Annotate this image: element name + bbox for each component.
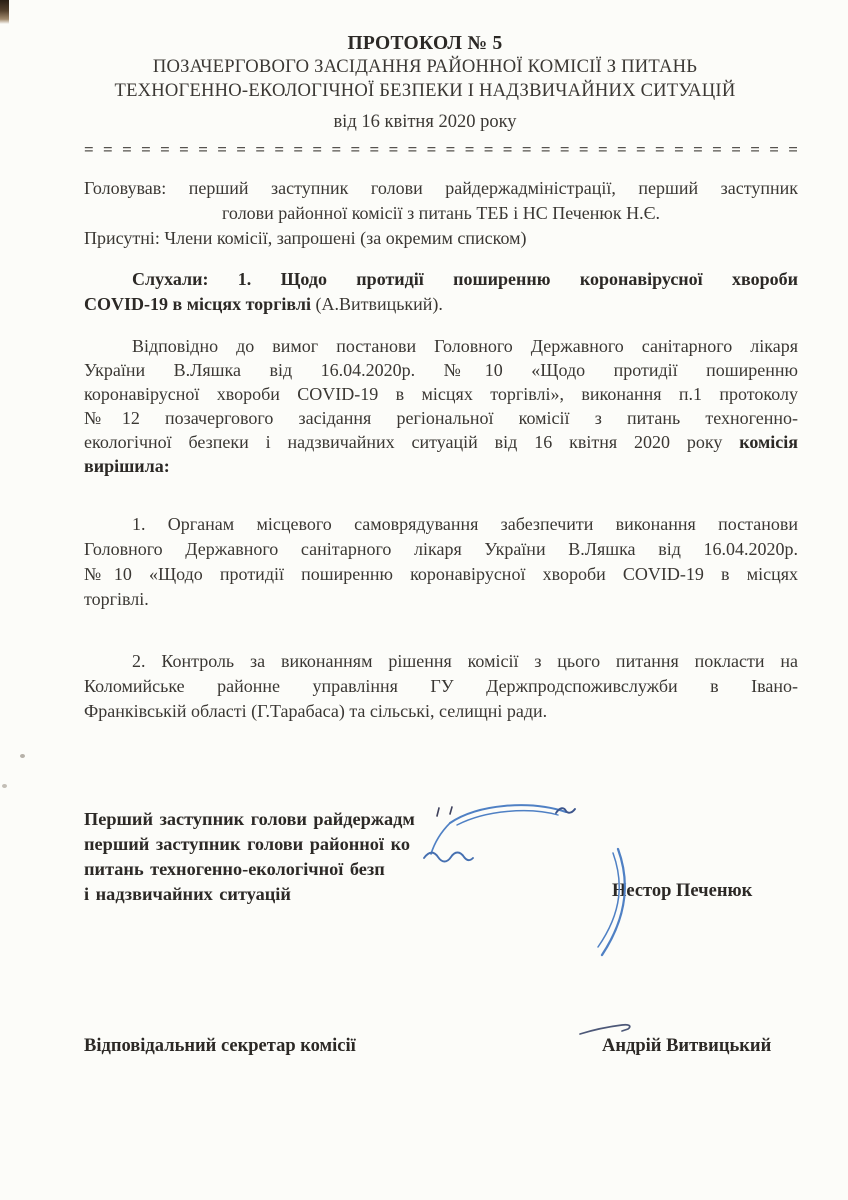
heard-bold-text: COVID-19 в місцях торгівлі (84, 294, 311, 314)
signatory-title-line: питань техногенно-екологічної безп (84, 859, 385, 879)
resolution-lead-bold: вирішила: (84, 456, 170, 476)
chaired-line: Головував: перший заступник голови райдержадміністрації, перший заступник (84, 178, 798, 198)
heard-line (84, 267, 798, 292)
paragraph-line (84, 430, 798, 454)
signatory-name-first: Нестор Печенюк (612, 881, 753, 901)
paragraph-line: №10 «Щодо протидії поширенню коронавірусної хвороби COVID-19 в місцях (84, 564, 798, 584)
signatory-title-line: і надзвичайних ситуацій (84, 884, 291, 904)
signatory-title-line: перший заступник голови районної ко (84, 834, 411, 854)
paragraph-line: коронавірусної хвороби COVID-19 в місцях торгівлі», виконання п.1 протоколу (84, 384, 798, 404)
page-title: ПРОТОКОЛ № 5 (347, 33, 503, 54)
pen-stroke-mark (576, 1016, 648, 1042)
scan-speck (20, 754, 25, 758)
paragraph-line: торгівлі. (84, 589, 149, 609)
paragraph-line: Коломийське районне управління ГУ Держпродспоживслужби в Івано- (84, 676, 798, 696)
document-date: від 16 квітня 2020 року (333, 112, 517, 132)
title-subtitle-line1: ПОЗАЧЕРГОВОГО ЗАСІДАННЯ РАЙОННОЇ КОМІСІЇ З ПИТАНЬ (152, 56, 698, 77)
heard-bold-text: Слухали: 1. Щодо протидії поширенню коронавірусної хвороби (132, 269, 798, 289)
paragraph-line: №12 позачергового засідання регіональної комісії з питань техногенно- (84, 408, 798, 428)
paragraph-text: екологічної безпеки і надзвичайних ситуацій від 16 квітня 2020 року (84, 432, 723, 452)
paragraph-line: 1. Органам місцевого самоврядування забезпечити виконання постанови (132, 514, 798, 534)
chaired-line: голови районної комісії з питань ТЕБ і НС Печенюк Н.Є. (222, 203, 660, 223)
paragraph-line: України В.Ляшка від 16.04.2020р. №10 «Щодо протидії поширенню (84, 360, 798, 380)
resolution-lead-bold: комісія (739, 432, 798, 452)
title-subtitle-line2: ТЕХНОГЕННО-ЕКОЛОГІЧНОЇ БЕЗПЕКИ І НАДЗВИЧАЙНИХ СИТУАЦІЙ (114, 79, 736, 101)
attendance-block (84, 176, 798, 251)
signatory-title-line: Перший заступник голови райдержадм (84, 809, 415, 829)
present-line: Присутні: Члени комісії, запрошені (за окремим списком) (84, 228, 527, 248)
resolution-item-1 (84, 512, 798, 612)
scan-corner-artifact (0, 0, 9, 24)
paragraph-line: 2. Контроль за виконанням рішення комісії з цього питання покласти на (132, 651, 798, 671)
paragraph-line: Франківській області (Г.Тарабаса) та сільські, селищні ради. (84, 701, 548, 721)
signatory-name-second: Андрій Витвицький (602, 1036, 772, 1056)
signatory-title-second: Відповідальний секретар комісії (84, 1036, 356, 1056)
heard-line (84, 292, 798, 317)
heard-regular-text: (А.Витвицький). (315, 294, 443, 314)
scan-speck (2, 784, 7, 788)
heard-block (84, 267, 798, 317)
separator-line: = = = = = = = = = = = = = = = = = = = = = = = = = = = = = = = = = = = = = = (84, 140, 798, 159)
paragraph-line: Відповідно до вимог постанови Головного Державного санітарного лікаря (132, 336, 798, 356)
resolution-preamble (84, 334, 798, 478)
handwritten-signature-ink (398, 792, 688, 972)
document-title-block (70, 33, 780, 133)
resolution-item-2 (84, 649, 798, 724)
paragraph-line: Головного Державного санітарного лікаря України В.Ляшка від 16.04.2020р. (84, 539, 798, 559)
